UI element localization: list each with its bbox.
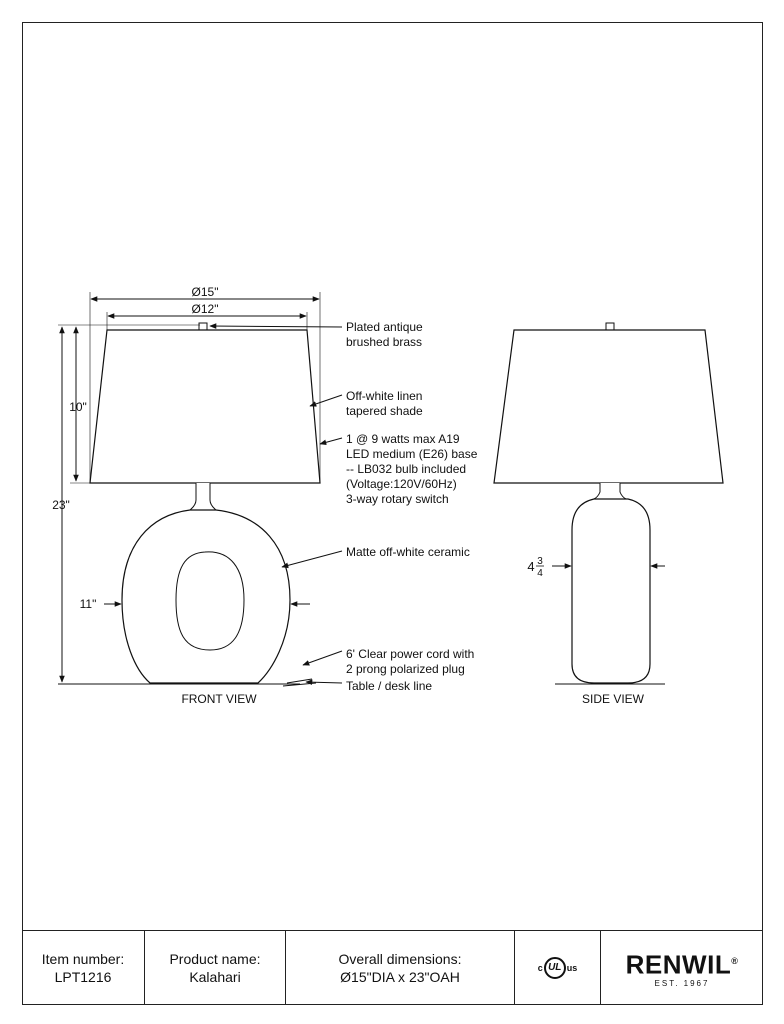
callout-line: Matte off-white ceramic	[346, 545, 470, 559]
cul-us-mark	[538, 957, 578, 979]
dim-shade-top-label: Ø12"	[191, 302, 219, 316]
callout-line: 3-way rotary switch	[346, 492, 449, 506]
side-ceramic-body	[572, 499, 650, 683]
certification-cell	[515, 931, 601, 1005]
brand-established: EST. 1967	[654, 978, 710, 988]
dim-depth-numerator: 3	[537, 556, 543, 567]
side-finial	[606, 323, 614, 330]
cul-c: c	[537, 963, 543, 973]
side-view-label: SIDE VIEW	[581, 692, 645, 706]
overall-dimensions-value: Ø15"DIA x 23"OAH	[340, 969, 460, 985]
product-name-value: Kalahari	[189, 969, 241, 985]
ul-logo-icon: UL	[544, 957, 566, 979]
brand-name: RENWIL	[625, 949, 732, 980]
callout-line: Off-white linen	[346, 389, 423, 403]
callout-line: tapered shade	[346, 404, 423, 418]
callout-line: 1 @ 9 watts max A19	[346, 432, 460, 446]
cul-us: us	[566, 963, 578, 973]
callout-5	[346, 679, 432, 693]
overall-dimensions-cell	[286, 931, 515, 1005]
item-number-value: LPT1216	[54, 969, 112, 985]
callout-line: 2 prong polarized plug	[346, 662, 465, 676]
front-view-label: FRONT VIEW	[181, 692, 257, 706]
callout-0	[346, 320, 423, 349]
dim-shade-height-label: 10"	[69, 400, 87, 414]
item-number-cell	[22, 931, 145, 1005]
callout-line: (Voltage:120V/60Hz)	[346, 477, 457, 491]
product-name-label: Product name:	[169, 951, 261, 967]
leader-cord	[303, 651, 342, 665]
brand-cell	[601, 931, 763, 1005]
finial	[199, 323, 207, 330]
product-name-cell	[145, 931, 286, 1005]
callout-line: LED medium (E26) base	[346, 447, 478, 461]
dim-depth-denominator: 4	[537, 568, 543, 579]
callout-1	[346, 389, 423, 418]
title-block	[22, 930, 763, 1005]
side-neck	[594, 483, 626, 499]
callout-line: 6' Clear power cord with	[346, 647, 475, 661]
item-number-label: Item number:	[41, 951, 125, 967]
leader-finial	[210, 326, 342, 327]
leader-bulb	[320, 438, 342, 444]
leader-ceramic	[282, 551, 342, 567]
front-neck	[190, 483, 216, 510]
callout-line: brushed brass	[346, 335, 423, 349]
callout-line: Table / desk line	[346, 679, 433, 693]
callout-line: -- LB032 bulb included	[346, 462, 467, 476]
leader-shade	[310, 395, 342, 406]
side-shade	[494, 330, 723, 483]
front-shade	[90, 330, 320, 483]
callout-notes	[346, 320, 478, 693]
callout-line: Plated antique	[346, 320, 423, 334]
overall-dimensions-label: Overall dimensions:	[338, 951, 462, 967]
front-body-opening	[176, 552, 244, 650]
dim-depth-whole: 4	[527, 559, 535, 574]
callout-3	[346, 545, 470, 559]
brand-logo	[626, 947, 739, 979]
callout-4	[346, 647, 474, 676]
leader-table	[306, 682, 342, 683]
brand-registered-mark: ®	[731, 956, 739, 967]
dim-shade-bottom-label: Ø15"	[191, 285, 219, 299]
callout-2	[346, 432, 478, 506]
dim-body-width-label: 11"	[79, 597, 97, 611]
dim-overall-height-label: 23"	[52, 498, 70, 512]
